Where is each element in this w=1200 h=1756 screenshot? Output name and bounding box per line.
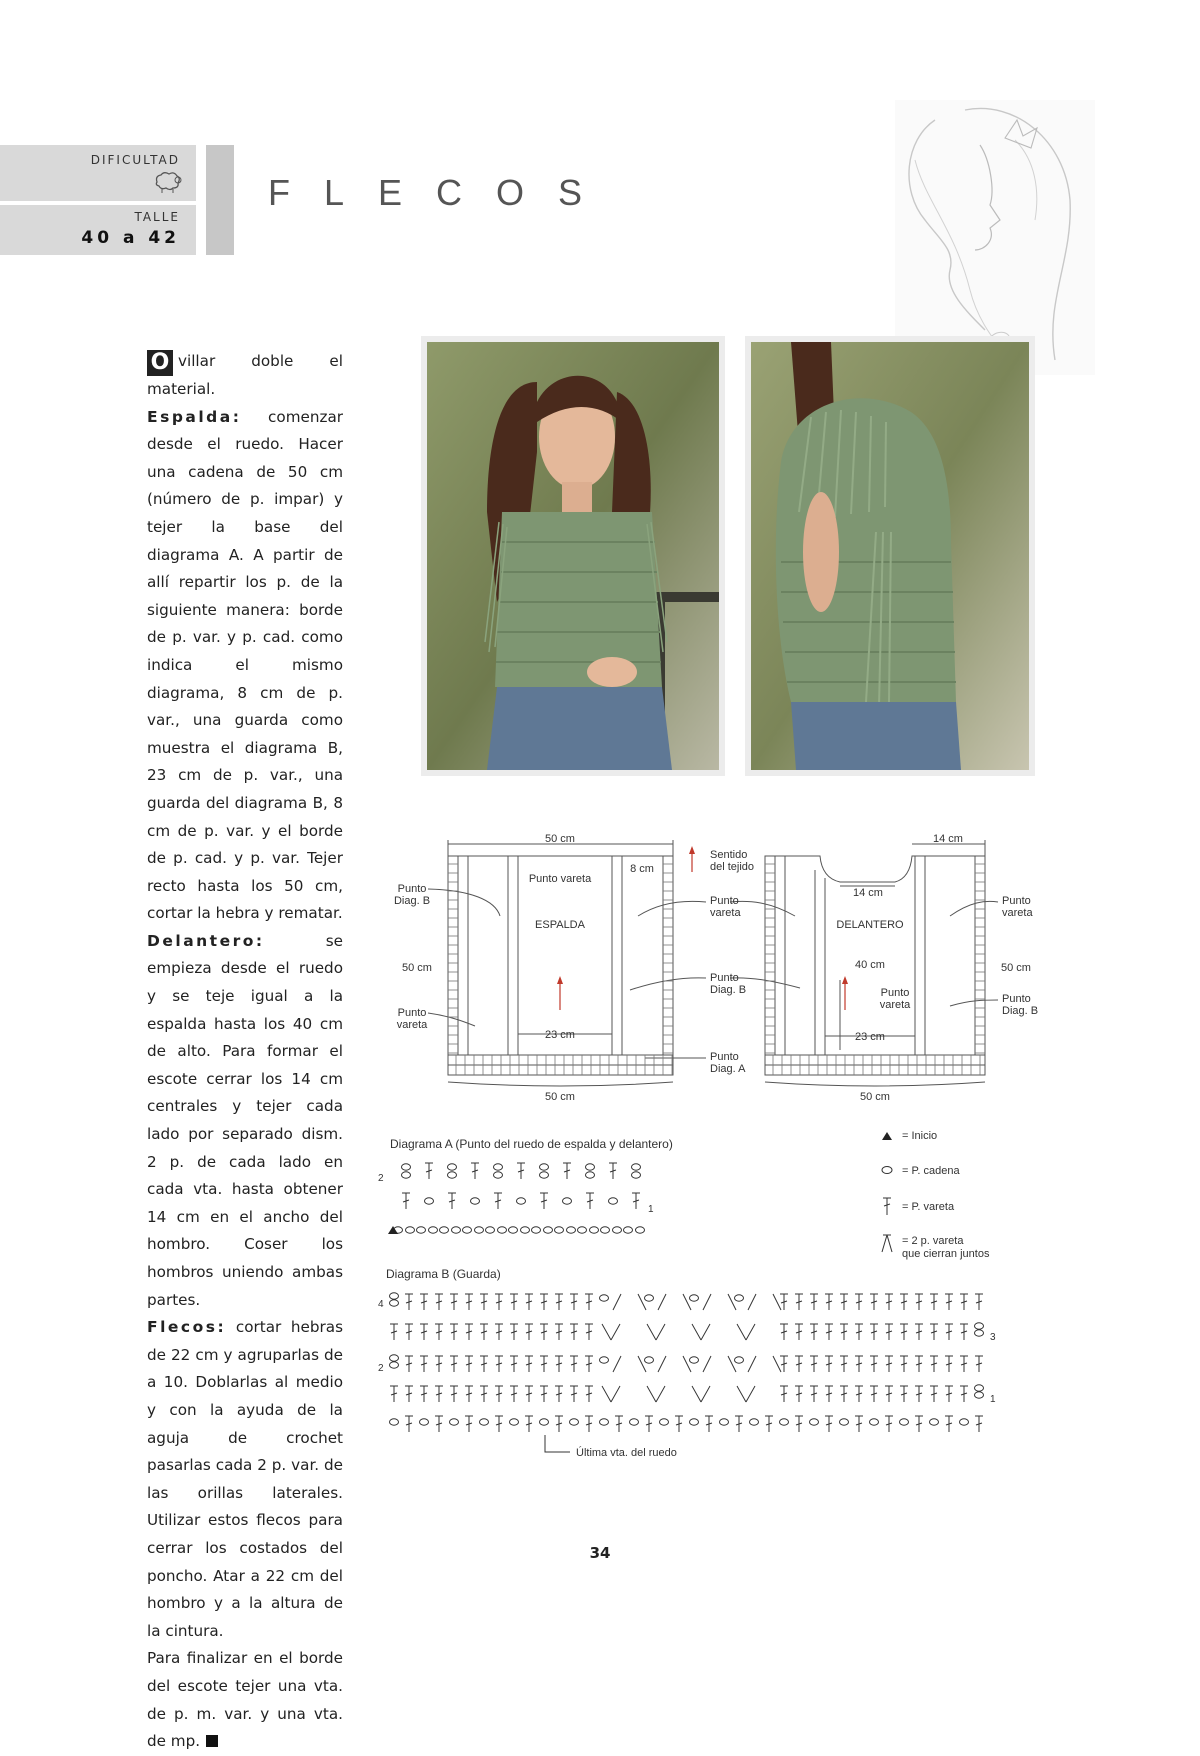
- photo-side: [745, 336, 1035, 776]
- middle-diag-a-label: Punto Diag. A: [710, 1051, 746, 1075]
- espalda-height: 50 cm: [402, 962, 432, 974]
- delantero-heading: Delantero:: [147, 931, 265, 950]
- espalda-stripe-width: 8 cm: [630, 863, 654, 875]
- legend: [882, 1130, 990, 1260]
- diagram-a-title: Diagrama A (Punto del ruedo de espalda y delantero): [390, 1137, 673, 1151]
- espalda-center-width: 23 cm: [545, 1029, 575, 1041]
- espalda-heading: Espalda:: [147, 407, 242, 426]
- espalda-text: comenzar desde el ruedo. Hacer una cadena de 50 cm (número de p. impar) y tejer la base del diagrama A. A partir de allí repartir los p. de la siguiente manera: borde de p. var. y p. cad. como indica el mismo diagrama, 8 cm de p. var., una guarda como muestra el diagrama B, 23 cm de p. var., una guarda del diagrama B, 8 cm de p. var. y el borde de p. cad. y p. var. Tejer recto hasta los 50 cm, cortar la hebra y rematar.: [147, 407, 343, 923]
- dropcap: O: [147, 350, 173, 376]
- diagram-a-row-2: 2: [378, 1173, 384, 1184]
- legend-vareta: = P. vareta: [902, 1201, 955, 1213]
- espalda-outline: [448, 856, 673, 1075]
- delantero-neck: 14 cm: [853, 887, 883, 899]
- delantero-title: DELANTERO: [836, 919, 904, 931]
- espalda-title: ESPALDA: [535, 919, 585, 931]
- page-title: FLECOS: [268, 172, 617, 213]
- diagram-b-row-4: 4: [378, 1299, 384, 1310]
- delantero-bottom-width: 50 cm: [860, 1091, 890, 1103]
- espalda-diag-b-label: Punto Diag. B: [393, 883, 431, 907]
- delantero-center-width: 23 cm: [855, 1031, 885, 1043]
- photo-front: [421, 336, 725, 776]
- espalda-vareta-label: Punto vareta: [396, 1007, 428, 1031]
- middle-diag-b-label: Punto Diag. B: [710, 972, 747, 996]
- diagram-b-row-1: 1: [990, 1394, 996, 1405]
- final-text: Para finalizar en el borde del escote tejer una vta. de p. m. var. y una vta. de mp.: [147, 1649, 343, 1751]
- delantero-height: 50 cm: [1001, 962, 1031, 974]
- difficulty-label: DIFICULTAD: [90, 153, 180, 167]
- schematic-diagrams: [378, 830, 1110, 1480]
- delantero-height-inner: 40 cm: [855, 959, 885, 971]
- espalda-top-width: 50 cm: [545, 833, 575, 845]
- espalda-stitch-label: Punto vareta: [528, 873, 592, 885]
- diagram-b-row-3: 3: [990, 1332, 996, 1343]
- intro-text: villar doble el material.: [147, 352, 343, 398]
- middle-vareta-label: Punto vareta: [710, 895, 741, 919]
- legend-cadena: = P. cadena: [902, 1165, 960, 1177]
- end-square-icon: [206, 1735, 218, 1747]
- delantero-text: se empieza desde el ruedo y se teje igual a la espalda hasta los 40 cm de alto. Para formar el escote cerrar los 14 cm centrales y tejer cada lado por separado dism. 2 p. de cada lado en cada vta. hasta obtener 14 cm en el ancho del hombro. Coser los hombros uniendo ambas partes.: [147, 931, 343, 1309]
- delantero-vareta-label: Punto vareta: [1002, 895, 1033, 919]
- delantero-stitch: Punto vareta: [879, 987, 911, 1011]
- diagram-b-row-2: 2: [378, 1363, 384, 1374]
- flecos-text: cortar hebras de 22 cm y agruparlas de a 10. Doblarlas al medio y con la ayuda de la aguja de crochet pasarlas cada 2 p. var. de las orillas laterales. Utilizar estos flecos para cerrar los costados del poncho. Atar a 22 cm del hombro y a la altura de la cintura.: [147, 1318, 343, 1640]
- diagram-b-note: Última vta. del ruedo: [576, 1447, 677, 1459]
- woman-lineart-illustration: [895, 100, 1095, 375]
- sheep-icon: [153, 171, 183, 193]
- page-number: 34: [589, 1544, 611, 1562]
- legend-inicio: = Inicio: [902, 1130, 938, 1142]
- direction-label: Sentido del tejido: [710, 849, 755, 873]
- delantero-shoulder: 14 cm: [933, 833, 963, 845]
- size-label: TALLE: [134, 210, 180, 224]
- header-accent-bar: [206, 145, 234, 255]
- flecos-heading: Flecos:: [147, 1318, 227, 1337]
- diagram-b-title: Diagrama B (Guarda): [386, 1267, 501, 1281]
- diagram-a-row-1: 1: [648, 1204, 654, 1215]
- delantero-diag-b-label: Punto Diag. B: [1002, 993, 1039, 1017]
- espalda-bottom-width: 50 cm: [545, 1091, 575, 1103]
- legend-cluster: = 2 p. vareta que cierran juntos: [902, 1235, 990, 1260]
- size-value: 40 a 42: [81, 228, 180, 248]
